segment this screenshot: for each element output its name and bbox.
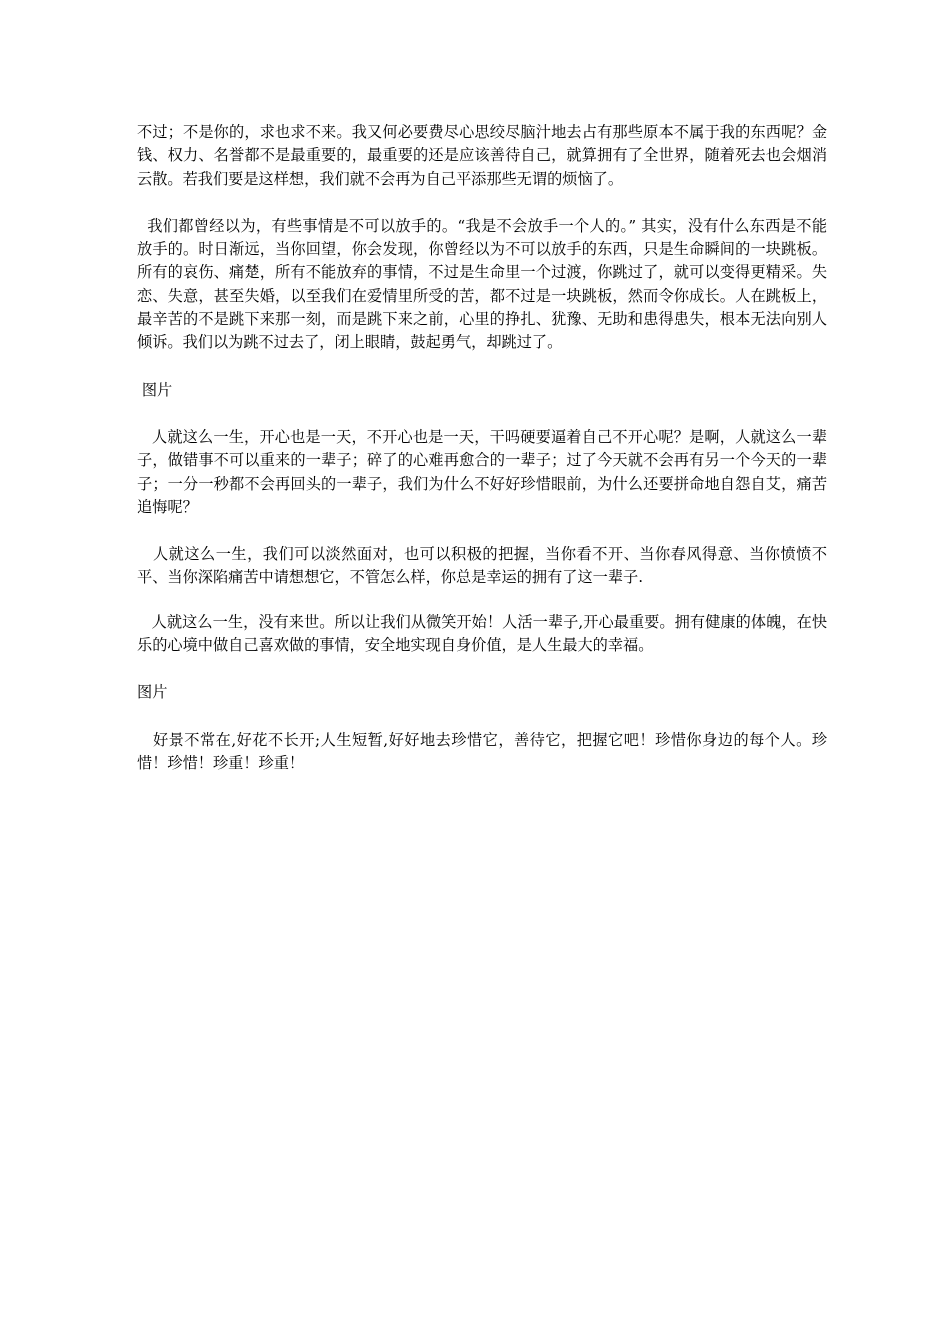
document-page [137,121,827,775]
image-placeholder-1: 图片 [137,380,173,399]
paragraph-6: 好景不常在,好花不长开;人生短暂,好好地去珍惜它，善待它，把握它吧！珍惜你身边的每个人。珍惜！珍惜！珍重！珍重！ [137,730,828,772]
paragraph-gap [137,355,827,379]
image-placeholder-2: 图片 [137,683,168,702]
paragraph-gap [137,402,827,426]
paragraph-4: 人就这么一生，我们可以淡然面对，也可以积极的把握，当你看不开、当你春风得意、当你愤愤不平、当你深陷痛苦中请想想它，不管怎么样，你总是幸运的拥有了这一辈子. [137,545,828,587]
paragraph-2: 我们都曾经以为，有些事情是不可以放手的。“我是不会放手一个人的。” 其实，没有什么东西是不能放手的。时日渐远，当你回望，你会发现，你曾经以为不可以放手的东西，只是生命瞬间的一块跳板。所有的哀伤、痛楚，所有不能放弃的事情，不过是生命里一个过渡，你跳过了，就可以变得更精采。失恋、失意，甚至失婚，以至我们在爱情里所受的苦，都不过是一块跳板，然而令你成长。人在跳板上，最辛苦的不是跳下来那一刻，而是跳下来之前，心里的挣扎、犹豫、无助和患得患失，根本无法向别人倾诉。我们以为跳不过去了，闭上眼睛，鼓起勇气，却跳过了。 [137,216,828,352]
paragraph-gap [137,519,827,543]
paragraph-gap [137,657,827,681]
paragraph-5: 人就这么一生，没有来世。所以让我们从微笑开始！人活一辈子,开心最重要。拥有健康的体魄，在快乐的心境中做自己喜欢做的事情，安全地实现自身价值，是人生最大的幸福。 [137,612,828,655]
paragraph-1: 不过；不是你的，求也求不来。我又何必要费尽心思绞尽脑汁地去占有那些原本不属于我的东西呢？金钱、权力、名誉都不是最重要的，最重要的还是应该善待自己，就算拥有了全世界，随着死去也会烟消云散。若我们要是这样想，我们就不会再为自己平添那些无谓的烦恼了。 [137,123,827,188]
paragraph-gap [137,191,827,215]
paragraph-gap [137,705,827,729]
paragraph-gap [137,590,827,611]
paragraph-3: 人就这么一生，开心也是一天，不开心也是一天，干吗硬要逼着自己不开心呢？是啊，人就这么一辈子，做错事不可以重来的一辈子；碎了的心难再愈合的一辈子；过了今天就不会再有另一个今天的一辈子；一分一秒都不会再回头的一辈子，我们为什么不好好珍惜眼前，为什么还要拼命地自怨自艾，痛苦追悔呢？ [137,427,828,516]
